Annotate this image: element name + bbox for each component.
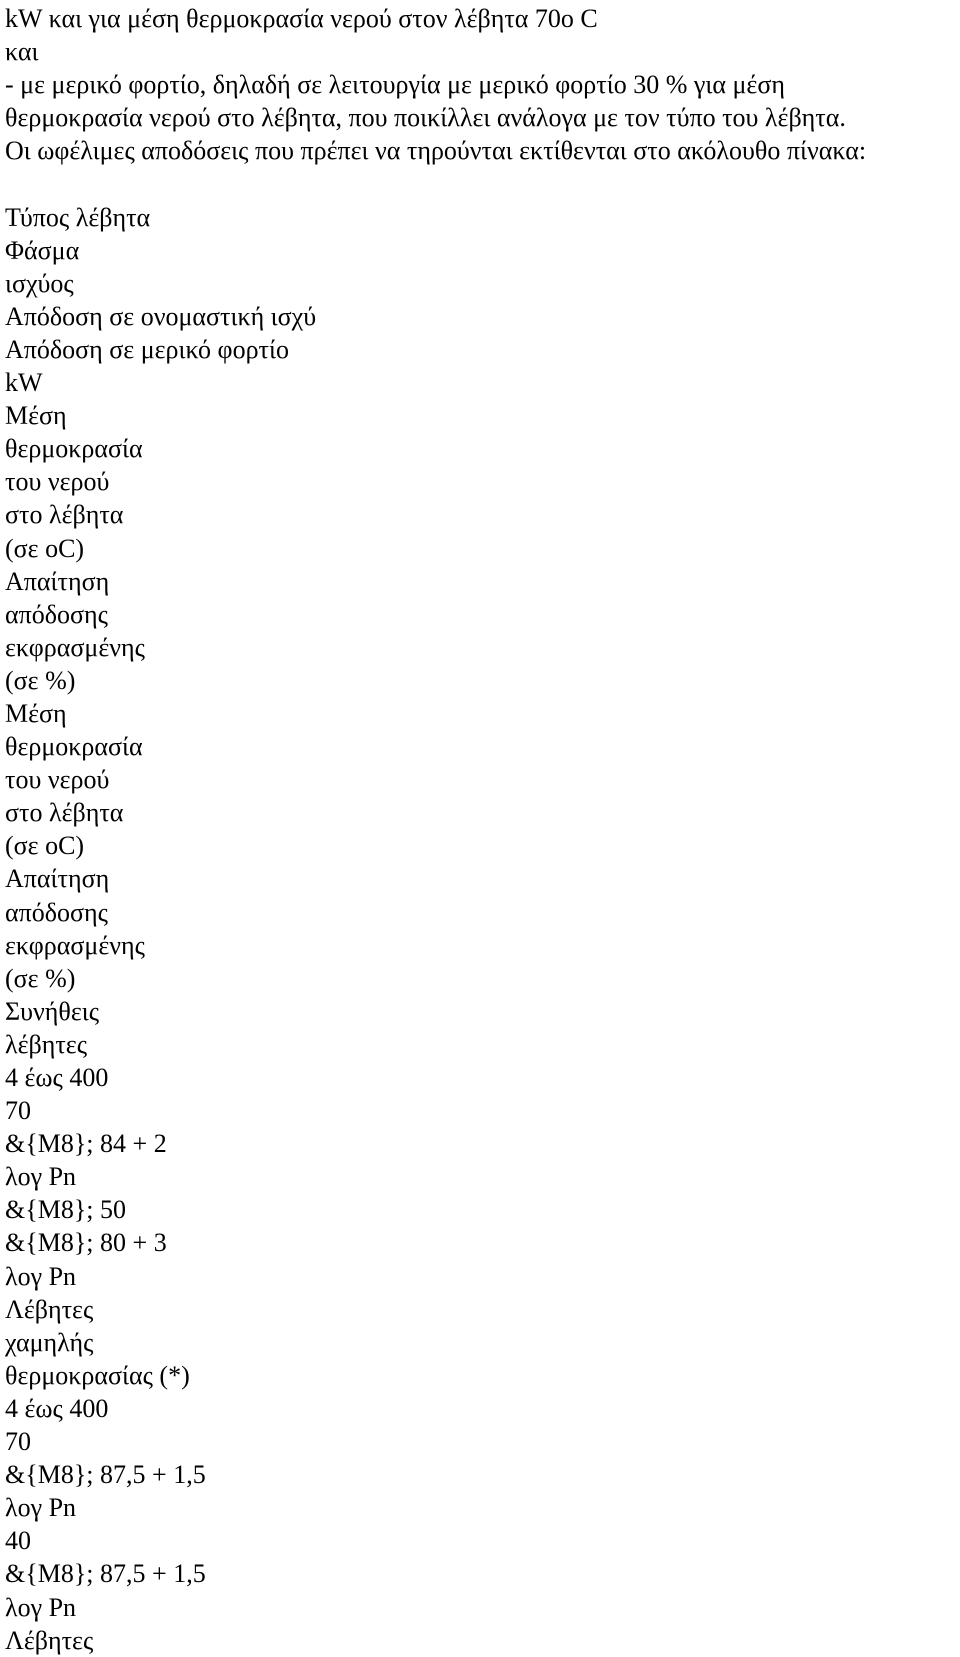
table-line: θερμοκρασίας (*) [5, 1360, 190, 1390]
table-line: 4 έως 400 [5, 1063, 109, 1092]
table-line: Μέση [5, 698, 67, 728]
table-line: Λέβητες [5, 1625, 94, 1655]
table-line: (σε oC) [5, 831, 85, 861]
table-line: απόδοσης [5, 897, 108, 927]
text-line: θερμοκρασία νερού στο λέβητα, που ποικίλλει ανάλογα με τον τύπο του λέβητα. [5, 103, 846, 133]
table-line: Απαίτηση [5, 864, 110, 894]
table-line: Απαίτηση [5, 566, 110, 596]
table-line: εκφρασμένης [5, 930, 145, 960]
table-line: ισχύος [5, 268, 74, 298]
table-line: &{M8}; 80 + 3 [5, 1228, 167, 1258]
table-line: λέβητες [5, 1029, 88, 1059]
table-line: εκφρασμένης [5, 632, 145, 662]
table-line: 70 [5, 1427, 31, 1457]
document-body [5, 2, 955, 1657]
text-line: - με μερικό φορτίο, δηλαδή σε λειτουργία με μερικό φορτίο 30 % για μέση [5, 70, 785, 100]
table-line: στο λέβητα [5, 500, 124, 530]
table-line: Λέβητες [5, 1294, 94, 1324]
table-line: του νερού [5, 765, 110, 795]
text-line: Οι ωφέλιμες αποδόσεις που πρέπει να τηρούνται εκτίθενται στο ακόλουθο πίνακα: [5, 136, 867, 166]
table-line: 40 [5, 1526, 31, 1556]
table-line: Τύπος λέβητα [5, 202, 151, 232]
table-line: Συνήθεις [5, 996, 100, 1026]
table-line: λογ Pn [5, 1493, 77, 1523]
table-line: (σε %) [5, 963, 76, 993]
text-line: kW και για μέση θερμοκρασία νερού στον λέβητα 70o C [5, 4, 598, 33]
table-line: λογ Pn [5, 1592, 77, 1622]
table-line: &{M8}; 87,5 + 1,5 [5, 1460, 206, 1490]
table-line: (σε %) [5, 665, 76, 695]
table-line: απόδοσης [5, 599, 108, 629]
table-line: Απόδοση σε ονομαστική ισχύ [5, 301, 317, 331]
table-line: λογ Pn [5, 1261, 77, 1291]
intro-paragraph [5, 2, 955, 167]
table-line: στο λέβητα [5, 798, 124, 828]
table-line: &{M8}; 50 [5, 1195, 127, 1225]
table-line: &{M8}; 87,5 + 1,5 [5, 1559, 206, 1589]
table-line: (σε oC) [5, 533, 85, 563]
table-text [5, 201, 955, 1657]
text-line: και [5, 37, 39, 67]
table-line: 4 έως 400 [5, 1393, 109, 1423]
table-line: θερμοκρασία [5, 732, 143, 762]
table-line: του νερού [5, 467, 110, 497]
table-line: Φάσμα [5, 235, 80, 265]
table-line: λογ Pn [5, 1162, 77, 1192]
paragraph-gap [5, 167, 955, 200]
table-line: χαμηλής [5, 1327, 94, 1357]
table-line: Απόδοση σε μερικό φορτίο [5, 334, 289, 364]
table-line: 70 [5, 1096, 31, 1126]
table-line: Μέση [5, 401, 67, 431]
table-line: &{M8}; 84 + 2 [5, 1129, 167, 1159]
table-line: kW [5, 368, 43, 398]
table-line: θερμοκρασία [5, 434, 143, 464]
